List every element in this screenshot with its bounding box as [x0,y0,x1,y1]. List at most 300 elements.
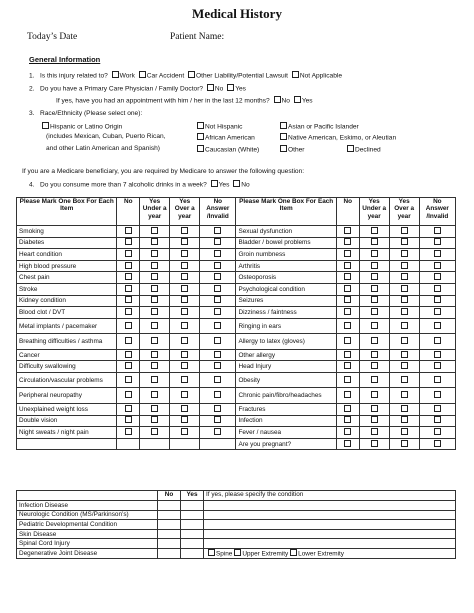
answer-cell [419,372,455,388]
answer-checkbox[interactable] [125,308,132,315]
table-row [17,501,456,511]
answer-checkbox[interactable] [371,416,378,423]
answer-checkbox[interactable] [214,227,221,234]
q3-number: 3. [29,110,35,117]
answer-cell [336,295,359,307]
race-checkbox[interactable] [280,133,287,140]
race-option [278,145,305,154]
answer-cell [200,318,236,334]
answer-checkbox[interactable] [401,376,408,383]
condition-label: Infection Disease [17,501,158,511]
answer-checkbox[interactable] [181,428,188,435]
header-no: No [336,198,359,226]
answer-checkbox[interactable] [434,376,441,383]
answer-cell [200,283,236,295]
q3-text: Race/Ethnicity (Please select one): [40,110,143,117]
table-row [17,307,456,319]
djd-option-label: Lower Extremity [298,550,344,558]
answer-cell [389,307,419,319]
condition-label: Breathing difficulties / asthma [17,334,117,350]
answer-checkbox[interactable] [401,416,408,423]
race-option-label: Declined [355,146,381,154]
answer-checkbox[interactable] [214,238,221,245]
condition-label: Obesity [236,372,336,388]
answer-cell [181,501,204,511]
answer-cell [200,237,236,249]
specify-cell[interactable] [204,510,456,520]
table-row [17,349,456,361]
answer-checkbox[interactable] [151,296,158,303]
answer-checkbox[interactable] [344,391,351,398]
condition-label: Cancer [17,349,117,361]
answer-checkbox[interactable] [344,262,351,269]
djd-checkbox[interactable] [290,549,297,556]
answer-checkbox[interactable] [434,285,441,292]
answer-checkbox[interactable] [125,322,132,329]
answer-checkbox[interactable] [344,250,351,257]
answer-checkbox[interactable] [151,285,158,292]
answer-checkbox[interactable] [371,296,378,303]
answer-cell [170,372,200,388]
q4-checkbox[interactable] [211,180,218,187]
answer-checkbox[interactable] [401,337,408,344]
answer-cell [170,249,200,261]
answer-checkbox[interactable] [181,227,188,234]
answer-checkbox[interactable] [344,227,351,234]
answer-checkbox[interactable] [214,351,221,358]
answer-checkbox[interactable] [401,351,408,358]
answer-cell [140,372,170,388]
answer-cell [170,415,200,427]
answer-checkbox[interactable] [434,351,441,358]
answer-cell [140,249,170,261]
answer-checkbox[interactable] [371,250,378,257]
specify-cell[interactable] [204,539,456,549]
answer-cell [389,388,419,404]
race-option [345,145,381,154]
answer-checkbox[interactable] [371,227,378,234]
answer-cell [336,388,359,404]
answer-cell [117,260,140,272]
answer-checkbox[interactable] [401,296,408,303]
race-option [278,122,359,131]
answer-checkbox[interactable] [125,376,132,383]
answer-checkbox[interactable] [344,405,351,412]
answer-cell [158,520,181,530]
answer-checkbox[interactable] [125,285,132,292]
answer-checkbox[interactable] [344,337,351,344]
answer-checkbox[interactable] [371,376,378,383]
answer-checkbox[interactable] [344,308,351,315]
answer-checkbox[interactable] [181,391,188,398]
condition-label: Skin Disease [17,529,158,539]
answer-checkbox[interactable] [125,391,132,398]
question-1 [29,71,342,80]
answer-checkbox[interactable] [434,362,441,369]
conditions-table [16,197,456,450]
answer-checkbox[interactable] [151,308,158,315]
q1-checkbox[interactable] [112,71,119,78]
answer-checkbox[interactable] [214,250,221,257]
answer-checkbox[interactable] [344,376,351,383]
answer-cell [117,438,140,450]
q2-checkbox[interactable] [227,84,234,91]
answer-checkbox[interactable] [125,428,132,435]
answer-checkbox[interactable] [181,238,188,245]
answer-checkbox[interactable] [371,285,378,292]
djd-checkbox[interactable] [234,549,241,556]
q2-sub-option-label: No [281,97,290,105]
answer-checkbox[interactable] [181,405,188,412]
condition-label: Night sweats / night pain [17,427,117,439]
answer-checkbox[interactable] [214,308,221,315]
table-row [17,272,456,284]
answer-cell [117,349,140,361]
condition-label: Fever / nausea [236,427,336,439]
answer-checkbox[interactable] [125,227,132,234]
answer-checkbox[interactable] [151,391,158,398]
answer-cell [336,372,359,388]
answer-checkbox[interactable] [125,416,132,423]
answer-checkbox[interactable] [214,416,221,423]
answer-checkbox[interactable] [371,262,378,269]
table-row [17,529,456,539]
answer-checkbox[interactable] [344,416,351,423]
answer-checkbox[interactable] [214,262,221,269]
answer-cell [359,283,389,295]
answer-cell [359,415,389,427]
answer-cell [117,295,140,307]
answer-checkbox[interactable] [434,405,441,412]
answer-checkbox[interactable] [434,262,441,269]
race-checkbox[interactable] [280,122,287,129]
answer-checkbox[interactable] [151,416,158,423]
condition-label: Circulation/vascular problems [17,372,117,388]
specify-cell[interactable] [204,520,456,530]
answer-checkbox[interactable] [125,238,132,245]
answer-checkbox[interactable] [344,238,351,245]
answer-checkbox[interactable] [434,238,441,245]
answer-cell [359,349,389,361]
q2-sub-checkbox[interactable] [274,96,281,103]
specify-cell[interactable] [204,548,456,558]
answer-cell [336,237,359,249]
answer-checkbox[interactable] [151,273,158,280]
answer-checkbox[interactable] [125,405,132,412]
answer-checkbox[interactable] [401,227,408,234]
answer-checkbox[interactable] [401,405,408,412]
answer-cell [389,272,419,284]
answer-cell [140,388,170,404]
answer-checkbox[interactable] [371,337,378,344]
answer-checkbox[interactable] [344,362,351,369]
answer-cell [389,372,419,388]
answer-checkbox[interactable] [181,273,188,280]
answer-checkbox[interactable] [434,250,441,257]
answer-checkbox[interactable] [401,262,408,269]
answer-checkbox[interactable] [401,238,408,245]
answer-cell [336,438,359,450]
answer-cell [359,388,389,404]
answer-checkbox[interactable] [401,250,408,257]
race-option-label: Not Hispanic [205,123,243,131]
answer-cell [140,334,170,350]
answer-cell [181,548,204,558]
page-title: Medical History [192,6,282,21]
answer-cell [389,295,419,307]
answer-checkbox[interactable] [401,362,408,369]
answer-checkbox[interactable] [181,351,188,358]
q4-option-label: Yes [218,181,230,189]
q1-checkbox[interactable] [292,71,299,78]
answer-checkbox[interactable] [125,273,132,280]
specify-cell[interactable] [204,529,456,539]
answer-cell [336,272,359,284]
answer-checkbox[interactable] [401,428,408,435]
answer-checkbox[interactable] [151,428,158,435]
answer-checkbox[interactable] [344,322,351,329]
answer-cell [419,237,455,249]
answer-checkbox[interactable] [401,273,408,280]
answer-cell [117,307,140,319]
answer-checkbox[interactable] [371,405,378,412]
race-checkbox[interactable] [197,133,204,140]
header-yes-over: Yes Over a year [170,198,200,226]
answer-checkbox[interactable] [125,351,132,358]
answer-cell [158,529,181,539]
answer-checkbox[interactable] [125,362,132,369]
answer-cell [140,438,170,450]
answer-cell [336,334,359,350]
answer-checkbox[interactable] [181,362,188,369]
answer-cell [117,318,140,334]
answer-cell [181,539,204,549]
answer-checkbox[interactable] [214,273,221,280]
answer-checkbox[interactable] [401,308,408,315]
q2-checkbox[interactable] [207,84,214,91]
answer-checkbox[interactable] [434,308,441,315]
race-checkbox[interactable] [347,145,354,152]
answer-checkbox[interactable] [401,440,408,447]
condition-label: Kidney condition [17,295,117,307]
answer-checkbox[interactable] [181,308,188,315]
answer-checkbox[interactable] [434,337,441,344]
race-option-note: and other Latin American and Spanish) [46,145,160,152]
blank-header [17,491,158,501]
answer-cell [170,283,200,295]
race-option-label: Hispanic or Latino Origin [50,123,123,131]
answer-checkbox[interactable] [151,376,158,383]
answer-cell [117,272,140,284]
answer-cell [200,226,236,238]
answer-checkbox[interactable] [371,273,378,280]
answer-checkbox[interactable] [214,362,221,369]
answer-cell [117,388,140,404]
answer-cell [170,237,200,249]
answer-cell [140,318,170,334]
answer-cell [200,403,236,415]
answer-checkbox[interactable] [151,351,158,358]
answer-cell [336,403,359,415]
race-checkbox[interactable] [42,122,49,129]
answer-cell [200,372,236,388]
answer-checkbox[interactable] [151,322,158,329]
answer-checkbox[interactable] [214,296,221,303]
q1-text: Is this injury related to? [40,72,108,80]
answer-checkbox[interactable] [434,428,441,435]
answer-checkbox[interactable] [151,238,158,245]
answer-checkbox[interactable] [434,391,441,398]
answer-checkbox[interactable] [344,285,351,292]
answer-cell [419,427,455,439]
q2-sub-checkbox[interactable] [294,96,301,103]
table-row [17,388,456,404]
answer-cell [117,415,140,427]
table-row [17,427,456,439]
answer-checkbox[interactable] [151,262,158,269]
answer-checkbox[interactable] [181,337,188,344]
question-2-sub [56,96,313,105]
answer-cell [170,318,200,334]
condition-label: Neurologic Condition (MS/Parkinson’s) [17,510,158,520]
q2-option-label: No [214,85,224,93]
answer-cell [336,283,359,295]
answer-cell [140,237,170,249]
condition-label: Fractures [236,403,336,415]
answer-checkbox[interactable] [371,322,378,329]
answer-cell [359,438,389,450]
answer-checkbox[interactable] [181,296,188,303]
condition-label: Difficulty swallowing [17,361,117,373]
answer-checkbox[interactable] [371,351,378,358]
race-option-note: (includes Mexican, Cuban, Puerto Rican, [46,133,166,140]
header-no-answer: No Answer /Invalid [419,198,455,226]
answer-checkbox[interactable] [181,322,188,329]
answer-checkbox[interactable] [214,285,221,292]
answer-checkbox[interactable] [434,322,441,329]
answer-checkbox[interactable] [434,273,441,280]
todays-date-label: Today’s Date [27,32,78,42]
table-row [17,318,456,334]
answer-checkbox[interactable] [181,262,188,269]
header-yes: Yes [181,491,204,501]
answer-cell [117,249,140,261]
answer-checkbox[interactable] [344,273,351,280]
condition-label: Stroke [17,283,117,295]
table-row [17,334,456,350]
answer-checkbox[interactable] [344,428,351,435]
condition-label: Metal implants / pacemaker [17,318,117,334]
race-checkbox[interactable] [197,122,204,129]
answer-cell [419,295,455,307]
answer-checkbox[interactable] [401,322,408,329]
answer-checkbox[interactable] [214,322,221,329]
answer-checkbox[interactable] [151,250,158,257]
condition-label: Head Injury [236,361,336,373]
answer-cell [181,510,204,520]
answer-cell [389,349,419,361]
answer-checkbox[interactable] [151,227,158,234]
q2-sub-text: If yes, have you had an appointment with him / her in the last 12 months? [56,97,270,105]
q2-option-label: Yes [235,85,246,93]
answer-cell [200,260,236,272]
specify-cell[interactable] [204,501,456,511]
condition-label: Dizziness / faintness [236,307,336,319]
answer-cell [170,260,200,272]
answer-checkbox[interactable] [151,405,158,412]
answer-checkbox[interactable] [344,296,351,303]
answer-checkbox[interactable] [214,391,221,398]
answer-checkbox[interactable] [344,351,351,358]
answer-checkbox[interactable] [151,362,158,369]
q1-checkbox[interactable] [139,71,146,78]
q4-number: 4. [29,181,35,189]
answer-cell [170,334,200,350]
answer-checkbox[interactable] [125,337,132,344]
q4-checkbox[interactable] [233,180,240,187]
answer-checkbox[interactable] [214,405,221,412]
answer-checkbox[interactable] [181,250,188,257]
answer-checkbox[interactable] [434,296,441,303]
djd-checkbox[interactable] [208,549,215,556]
condition-label [17,438,117,450]
race-checkbox[interactable] [280,145,287,152]
answer-checkbox[interactable] [151,337,158,344]
condition-label: Chest pain [17,272,117,284]
answer-cell [389,237,419,249]
answer-cell [419,438,455,450]
answer-checkbox[interactable] [181,376,188,383]
condition-label: Other allergy [236,349,336,361]
answer-cell [170,226,200,238]
answer-checkbox[interactable] [434,227,441,234]
answer-checkbox[interactable] [371,391,378,398]
answer-checkbox[interactable] [371,238,378,245]
answer-checkbox[interactable] [214,428,221,435]
answer-checkbox[interactable] [401,391,408,398]
answer-checkbox[interactable] [371,428,378,435]
answer-cell [359,427,389,439]
q1-checkbox[interactable] [188,71,195,78]
answer-checkbox[interactable] [371,362,378,369]
answer-cell [200,272,236,284]
answer-checkbox[interactable] [371,308,378,315]
answer-cell [336,249,359,261]
condition-label: Infection [236,415,336,427]
answer-cell [140,283,170,295]
answer-cell [181,529,204,539]
answer-checkbox[interactable] [125,262,132,269]
answer-checkbox[interactable] [214,376,221,383]
answer-cell [389,403,419,415]
answer-checkbox[interactable] [214,337,221,344]
answer-checkbox[interactable] [371,440,378,447]
answer-checkbox[interactable] [434,440,441,447]
answer-cell [336,361,359,373]
answer-checkbox[interactable] [344,440,351,447]
answer-checkbox[interactable] [401,285,408,292]
answer-cell [336,349,359,361]
race-option [195,122,242,131]
answer-checkbox[interactable] [125,296,132,303]
answer-checkbox[interactable] [434,416,441,423]
race-checkbox[interactable] [197,145,204,152]
answer-checkbox[interactable] [181,285,188,292]
answer-checkbox[interactable] [181,416,188,423]
race-option-label: Asian or Pacific Islander [288,123,359,131]
answer-cell [389,334,419,350]
answer-checkbox[interactable] [125,250,132,257]
